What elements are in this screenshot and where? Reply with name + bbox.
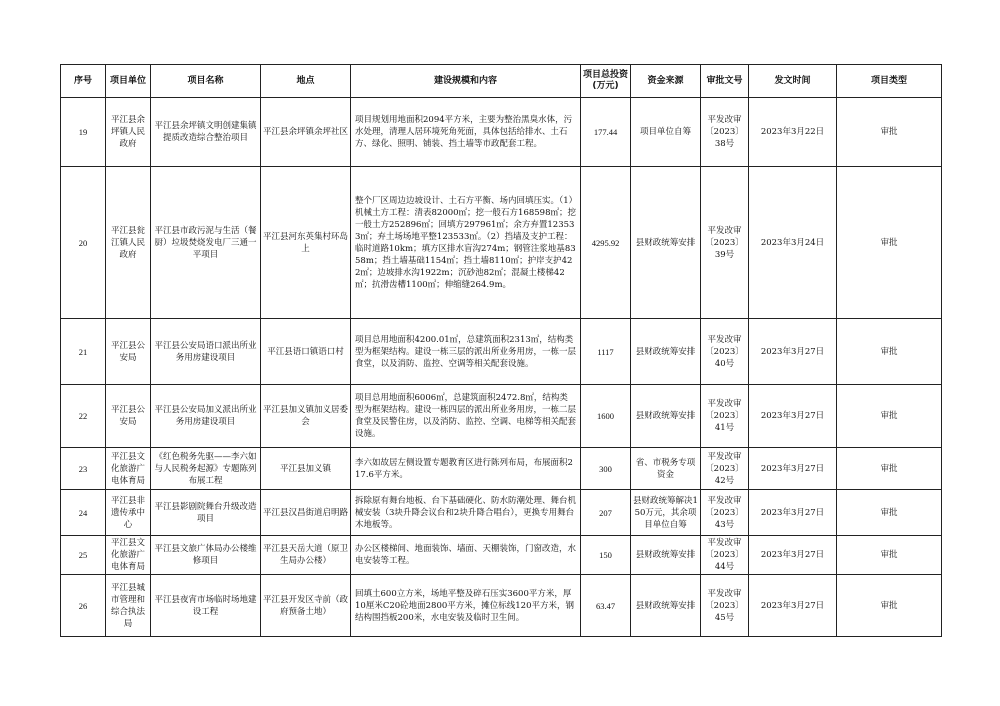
cell-content: 李六如故居左侧设置专题教育区进行陈列布局，布展面积217.6平方米。 (351, 448, 581, 490)
cell-date: 2023年3月27日 (749, 448, 837, 490)
table-row (61, 536, 942, 575)
cell-content: 项目总用地面积4200.01㎡，总建筑面积2313㎡，结构类型为框架结构。建设一栋三层的派出所业务用房，一栋一层食堂，以及消防、监控、空调等相关配套设施。 (351, 319, 581, 385)
table-row (61, 319, 942, 385)
cell-type: 审批 (837, 167, 942, 319)
cell-content: 拆除原有舞台地板、台下基础硬化、防水防潮处理、舞台机械安装（3块升降会议台和2块升降合唱台），更换专用舞台木地板等。 (351, 490, 581, 536)
cell-type: 审批 (837, 490, 942, 536)
header-row (61, 65, 942, 98)
cell-funding: 县财政统筹解决150万元，其余项目单位自筹 (631, 490, 701, 536)
cell-investment: 177.44 (581, 98, 631, 167)
header-approval: 审批文号 (701, 65, 749, 98)
header-funding: 资金来源 (631, 65, 701, 98)
cell-location: 平江县汉昌街道启明路 (261, 490, 351, 536)
cell-funding: 项目单位自筹 (631, 98, 701, 167)
cell-unit: 平江县文化旅游广电体育局 (106, 448, 151, 490)
cell-investment: 300 (581, 448, 631, 490)
cell-type: 审批 (837, 575, 942, 637)
cell-funding: 省、市税务专项资金 (631, 448, 701, 490)
cell-funding: 县财政统筹安排 (631, 385, 701, 448)
cell-date: 2023年3月24日 (749, 167, 837, 319)
cell-approval: 平发改审〔2023〕39号 (701, 167, 749, 319)
cell-name: 平江县影剧院舞台升级改造项目 (151, 490, 261, 536)
cell-investment: 150 (581, 536, 631, 575)
cell-unit: 平江县公安局 (106, 319, 151, 385)
header-name: 项目名称 (151, 65, 261, 98)
table-row (61, 490, 942, 536)
cell-funding: 县财政统筹安排 (631, 319, 701, 385)
cell-type: 审批 (837, 448, 942, 490)
approval-table (60, 64, 942, 637)
cell-unit: 平江县瓮江镇人民政府 (106, 167, 151, 319)
cell-location: 平江县天岳大道（原卫生局办公楼） (261, 536, 351, 575)
cell-date: 2023年3月27日 (749, 575, 837, 637)
table-row (61, 385, 942, 448)
cell-funding: 县财政统筹安排 (631, 536, 701, 575)
cell-unit: 平江县城市管理和综合执法局 (106, 575, 151, 637)
cell-investment: 207 (581, 490, 631, 536)
cell-approval: 平发改审〔2023〕44号 (701, 536, 749, 575)
cell-investment: 1117 (581, 319, 631, 385)
header-unit: 项目单位 (106, 65, 151, 98)
cell-location: 平江县加义镇加义居委会 (261, 385, 351, 448)
cell-name: 平江县文旅广体局办公楼维修项目 (151, 536, 261, 575)
table-row (61, 575, 942, 637)
cell-location: 平江县河东英集村环岛上 (261, 167, 351, 319)
header-location: 地点 (261, 65, 351, 98)
cell-date: 2023年3月27日 (749, 536, 837, 575)
cell-no: 23 (61, 448, 106, 490)
cell-content: 回填土600立方米，场地平整及碎石压实3600平方米，厚10厘米C20砼地面2800平方米，摊位标线120平方米，钢结构围挡板200米，水电安装及临时卫生间。 (351, 575, 581, 637)
cell-investment: 1600 (581, 385, 631, 448)
table-row (61, 448, 942, 490)
cell-investment: 4295.92 (581, 167, 631, 319)
cell-no: 25 (61, 536, 106, 575)
table-row (61, 98, 942, 167)
header-content: 建设规模和内容 (351, 65, 581, 98)
table-row (61, 167, 942, 319)
cell-unit: 平江县公安局 (106, 385, 151, 448)
header-type: 项目类型 (837, 65, 942, 98)
cell-unit: 平江县文化旅游广电体育局 (106, 536, 151, 575)
cell-type: 审批 (837, 385, 942, 448)
cell-location: 平江县开发区寺前（政府预备土地） (261, 575, 351, 637)
cell-location: 平江县余坪镇余坪社区 (261, 98, 351, 167)
cell-date: 2023年3月27日 (749, 319, 837, 385)
cell-date: 2023年3月27日 (749, 490, 837, 536)
cell-no: 22 (61, 385, 106, 448)
cell-name: 《红色税务先驱——李六如与人民税务起源》专题陈列布展工程 (151, 448, 261, 490)
cell-approval: 平发改审〔2023〕40号 (701, 319, 749, 385)
cell-approval: 平发改审〔2023〕42号 (701, 448, 749, 490)
cell-date: 2023年3月27日 (749, 385, 837, 448)
cell-type: 审批 (837, 536, 942, 575)
cell-no: 19 (61, 98, 106, 167)
cell-content: 办公区楼梯间、地面装饰、墙面、天棚装饰，门窗改造，水电安装等工程。 (351, 536, 581, 575)
cell-content: 整个厂区周边边坡设计、土石方平衡、场内回填压实。（1）机械土方工程：清表82000㎡；挖一般石方168598㎡；挖一般土方252896㎡；回填方297961㎡；余方弃置123533㎡；弃土场场地平整123533㎡。（2）挡墙及支护工程：临时道路10km；填方区排水盲沟274m；钢管注浆地基8358m；挡土墙基础1154㎡；挡土墙8110㎡；护岸支护422㎡；边坡排水沟1922m；沉砂池82㎡；混凝土楼梯42㎡；抗滑齿槽1100㎡；伸缩缝264.9m。 (351, 167, 581, 319)
cell-funding: 县财政统筹安排 (631, 167, 701, 319)
cell-approval: 平发改审〔2023〕43号 (701, 490, 749, 536)
cell-content: 项目总用地面积6006㎡，总建筑面积2472.8㎡，结构类型为框架结构。建设一栋四层的派出所业务用房，一栋二层食堂及民警住房，以及消防、监控、空调、电梯等相关配套设施。 (351, 385, 581, 448)
cell-no: 20 (61, 167, 106, 319)
cell-name: 平江县夜宵市场临时场地建设工程 (151, 575, 261, 637)
cell-approval: 平发改审〔2023〕41号 (701, 385, 749, 448)
cell-no: 24 (61, 490, 106, 536)
cell-no: 26 (61, 575, 106, 637)
cell-type: 审批 (837, 319, 942, 385)
cell-funding: 县财政统筹安排 (631, 575, 701, 637)
cell-name: 平江县公安局语口派出所业务用房建设项目 (151, 319, 261, 385)
cell-approval: 平发改审〔2023〕45号 (701, 575, 749, 637)
cell-unit: 平江县非遗传承中心 (106, 490, 151, 536)
cell-location: 平江县语口镇语口村 (261, 319, 351, 385)
cell-date: 2023年3月22日 (749, 98, 837, 167)
cell-approval: 平发改审〔2023〕38号 (701, 98, 749, 167)
header-date: 发文时间 (749, 65, 837, 98)
cell-investment: 63.47 (581, 575, 631, 637)
cell-type: 审批 (837, 98, 942, 167)
cell-content: 项目规划用地面积2094平方米，主要为整治黑臭水体，污水处理，清理人居环境死角死面，具体包括给排水、土石方、绿化、照明、铺装、挡土墙等市政配套工程。 (351, 98, 581, 167)
cell-name: 平江县市政污泥与生活（餐厨）垃圾焚烧发电厂三通一平项目 (151, 167, 261, 319)
header-no: 序号 (61, 65, 106, 98)
cell-no: 21 (61, 319, 106, 385)
cell-unit: 平江县余坪镇人民政府 (106, 98, 151, 167)
cell-location: 平江县加义镇 (261, 448, 351, 490)
header-investment: 项目总投资(万元) (581, 65, 631, 98)
cell-name: 平江县余坪镇文明创建集镇提质改造综合整治项目 (151, 98, 261, 167)
cell-name: 平江县公安局加义派出所业务用房建设项目 (151, 385, 261, 448)
